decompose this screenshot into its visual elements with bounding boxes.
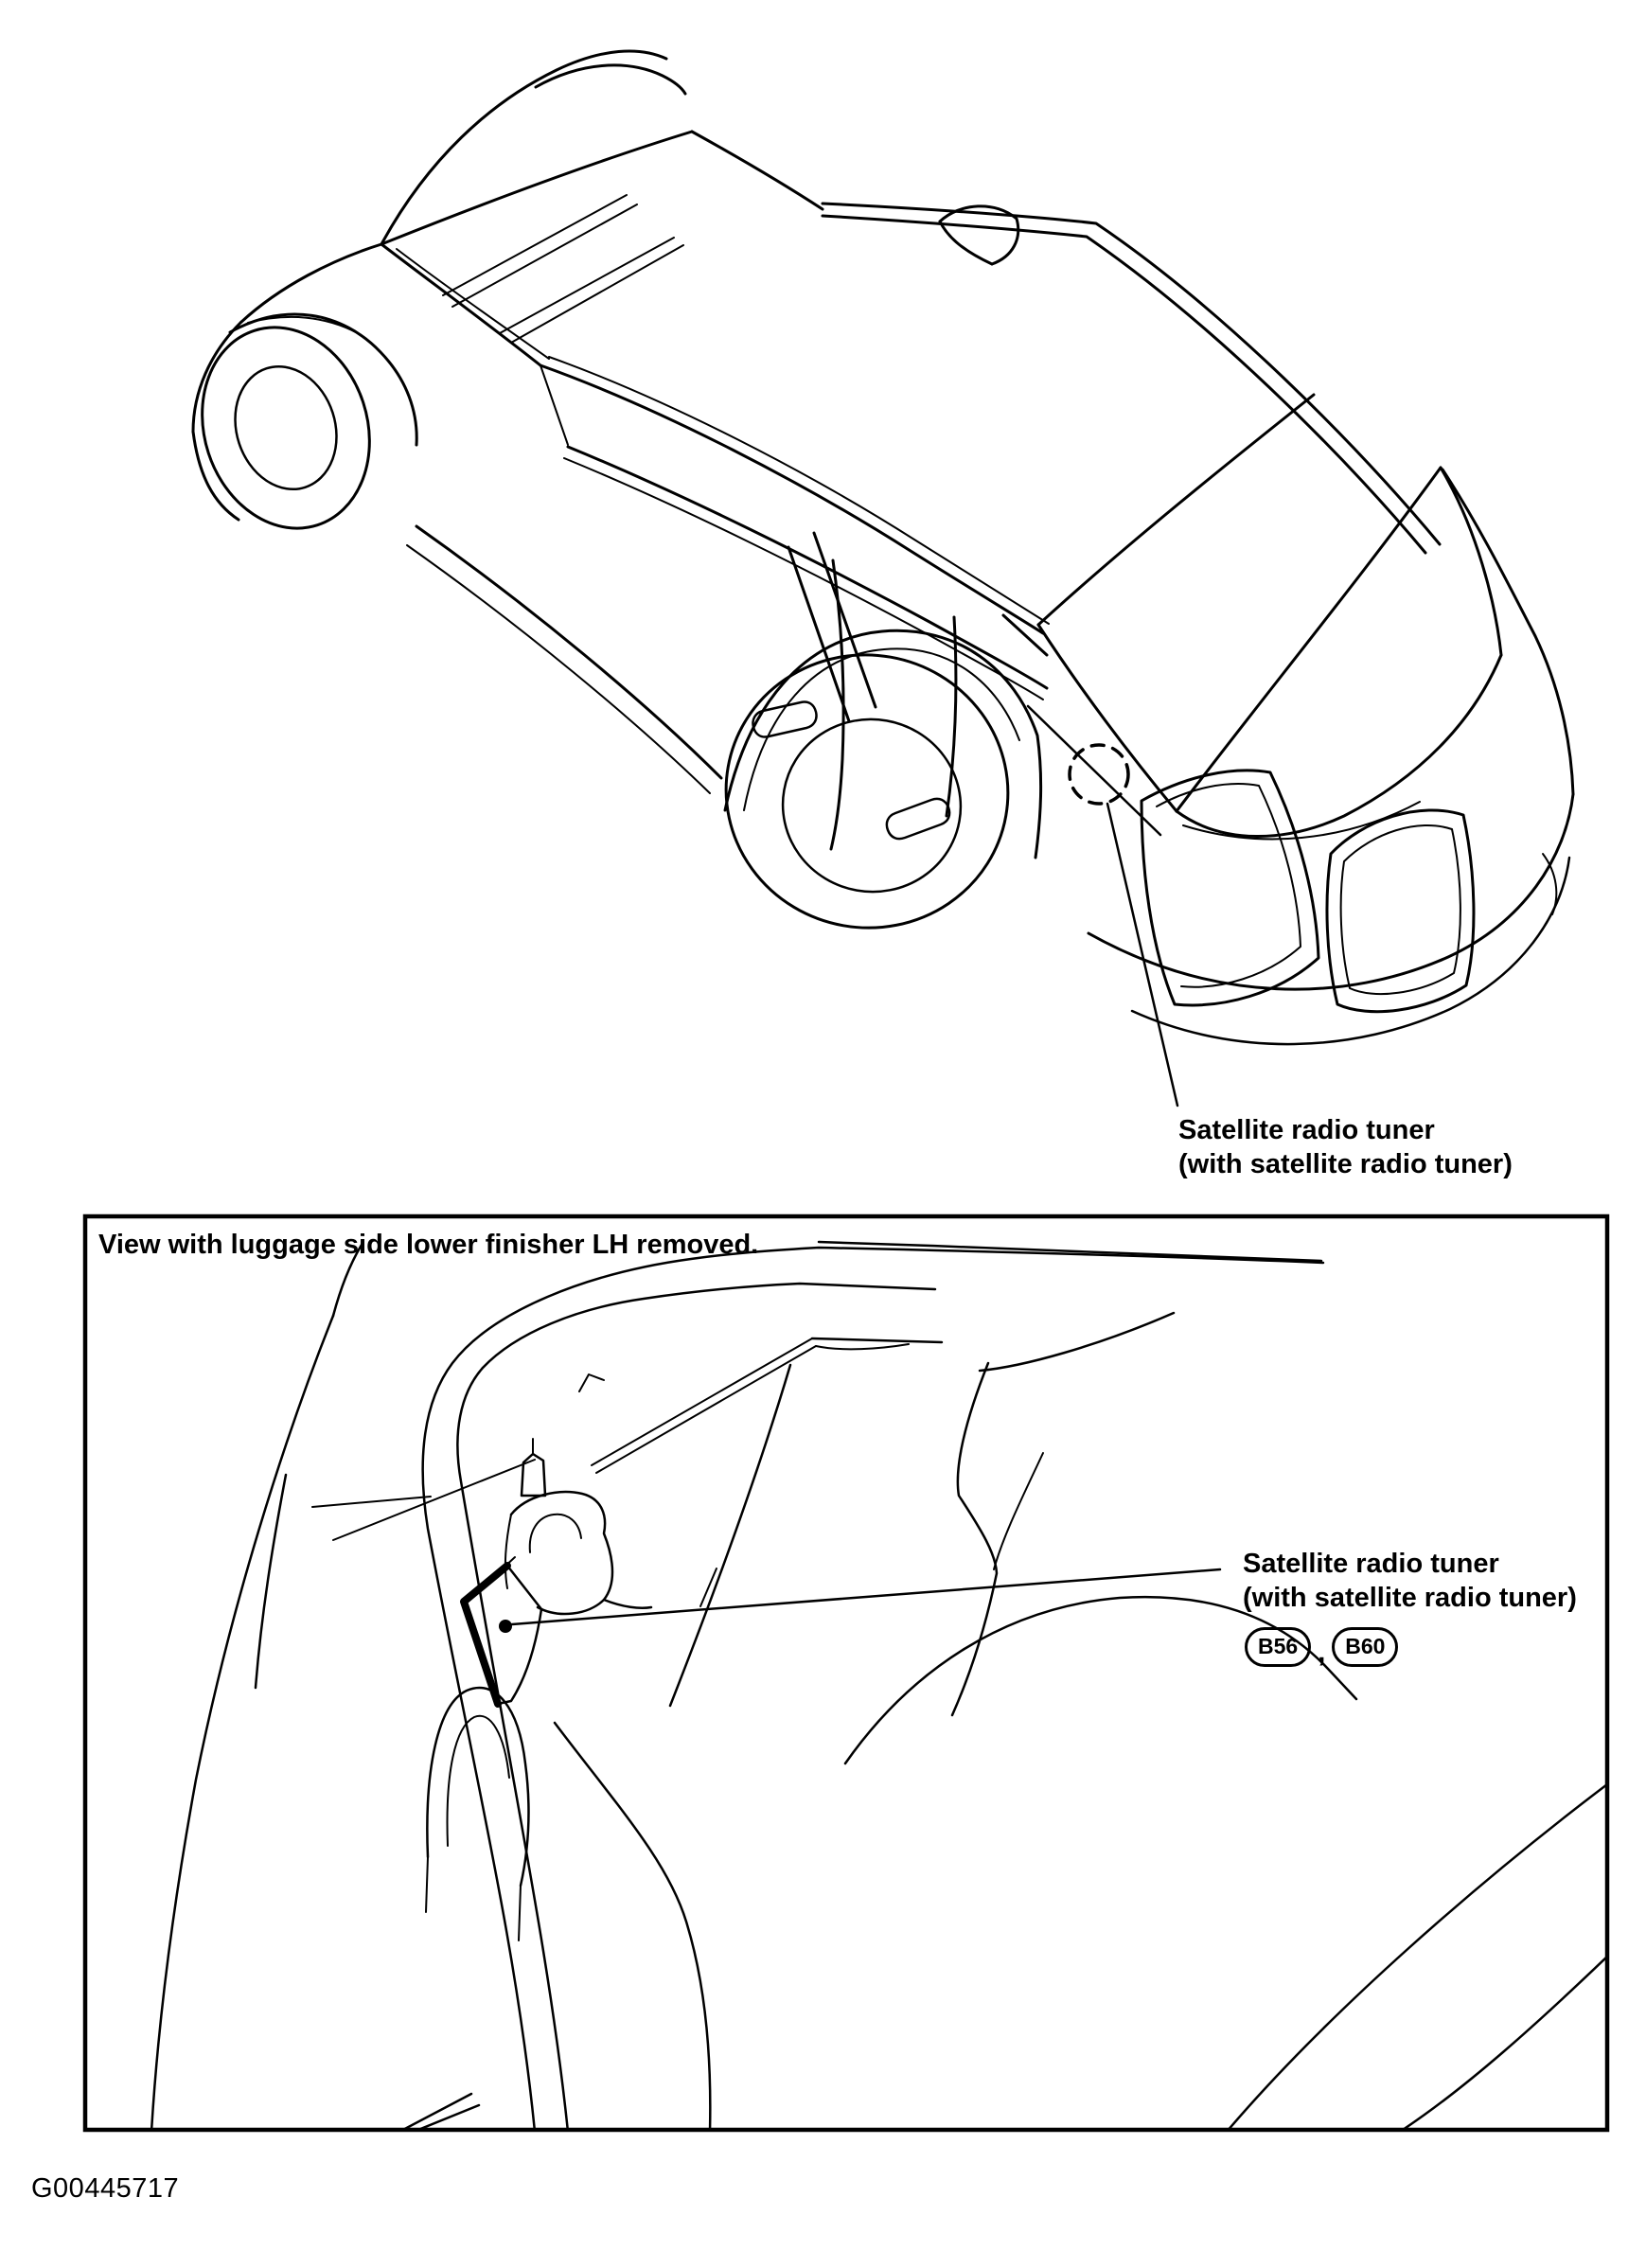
figure-id: G00445717 — [31, 2173, 180, 2204]
rear-glass-right-edge — [1177, 468, 1441, 811]
hood-rear-edge — [381, 132, 692, 244]
rear-wheel-rim — [770, 705, 975, 906]
front-fender-crease — [248, 317, 358, 333]
wiper-2 — [500, 238, 674, 333]
roof-rail-inner — [823, 216, 1425, 553]
seat-bolster-edge-2 — [994, 1453, 1043, 1569]
detail-view-header: View with luggage side lower finisher LH removed. — [98, 1230, 759, 1260]
detail-leader-line — [512, 1569, 1220, 1624]
roofline-left — [540, 365, 1043, 633]
shelf-line-b — [333, 1460, 535, 1540]
floor-curve — [555, 1723, 710, 2132]
connector-separator: , — [1318, 1638, 1326, 1668]
luggage-interior-illustration — [151, 1242, 1607, 2132]
vehicle-callout-line1: Satellite radio tuner — [1178, 1115, 1435, 1145]
a-pillar-left — [381, 244, 540, 365]
rear-wheel-arch-outer — [725, 630, 1041, 858]
b-pillar-rear — [814, 533, 876, 707]
rear-door-handle — [887, 799, 949, 839]
front-wheel-arch — [230, 314, 416, 445]
harness-tube-leg — [505, 1515, 511, 1588]
connector-row — [1245, 1627, 1577, 1667]
shelf-rod-2 — [596, 1346, 816, 1473]
shelf-edge-tee — [812, 1338, 942, 1342]
front-face — [193, 244, 381, 432]
vehicle-illustration — [177, 51, 1573, 1106]
bumper-corner-fold — [1543, 854, 1556, 914]
harness-tube-outer — [511, 1492, 612, 1614]
shelf-rear-line — [819, 1242, 1321, 1261]
shelf-edge-curve — [816, 1344, 909, 1349]
license-recess-inner — [1341, 825, 1460, 994]
wheelhouse-leg-left — [426, 1857, 428, 1912]
shelf-brace-curve — [980, 1313, 1174, 1371]
detail-callout-line1: Satellite radio tuner — [1243, 1549, 1499, 1579]
tail-light-inner — [1157, 784, 1301, 987]
body-right-edge — [1442, 470, 1573, 794]
body-side-outline — [151, 1316, 333, 2132]
vehicle-callout-line2: (with satellite radio tuner) — [1178, 1149, 1513, 1179]
shelf-line-a — [312, 1497, 431, 1507]
hood-outline — [381, 51, 666, 244]
trunk-opening-flange-outer — [423, 1248, 1326, 2132]
connector-badge-b60: B60 — [1332, 1627, 1398, 1667]
connector-badge-b56: B56 — [1245, 1627, 1311, 1667]
front-wheel-tire — [177, 306, 395, 551]
corner-curve-2 — [1400, 1957, 1607, 2132]
seat-bolster-edge — [952, 1363, 997, 1715]
wheelhouse-leg-right — [519, 1886, 521, 1940]
vehicle-callout-label — [1178, 1113, 1513, 1181]
corner-curve-1 — [1227, 1784, 1607, 2132]
rear-glass-left-edge — [1038, 395, 1314, 625]
harness-tube-foot — [604, 1600, 651, 1608]
wiper-1b — [452, 204, 637, 307]
satellite-tuner-bracket — [464, 1566, 507, 1704]
trunk-right-edge — [1441, 468, 1501, 655]
front-wheel-rim — [220, 353, 352, 503]
detail-leader-dot — [499, 1620, 512, 1633]
rear-bumper-bottom — [1132, 858, 1569, 1044]
satellite-tuner-edge-1 — [507, 1566, 541, 1609]
front-door-shutline — [831, 560, 843, 849]
a-pillar-right — [692, 132, 823, 209]
roof-rail-outer — [823, 204, 1440, 544]
detail-callout-label — [1243, 1547, 1577, 1667]
seatback-strut — [670, 1365, 790, 1706]
front-bumper-lip — [193, 432, 239, 520]
rocker-bottom — [407, 545, 710, 793]
harness-tube-inner — [530, 1515, 581, 1552]
body-side-crease — [256, 1475, 286, 1688]
driprail-left — [549, 357, 1049, 624]
glass-front-edge — [540, 365, 568, 445]
flange-notch — [579, 1374, 604, 1391]
detail-callout-line2: (with satellite radio tuner) — [1243, 1583, 1577, 1613]
detail-view-border — [85, 1216, 1607, 2130]
trunk-opening-flange-inner — [457, 1284, 935, 2132]
rocker-top — [416, 526, 721, 778]
satellite-tuner-edge-3 — [475, 1557, 515, 1594]
